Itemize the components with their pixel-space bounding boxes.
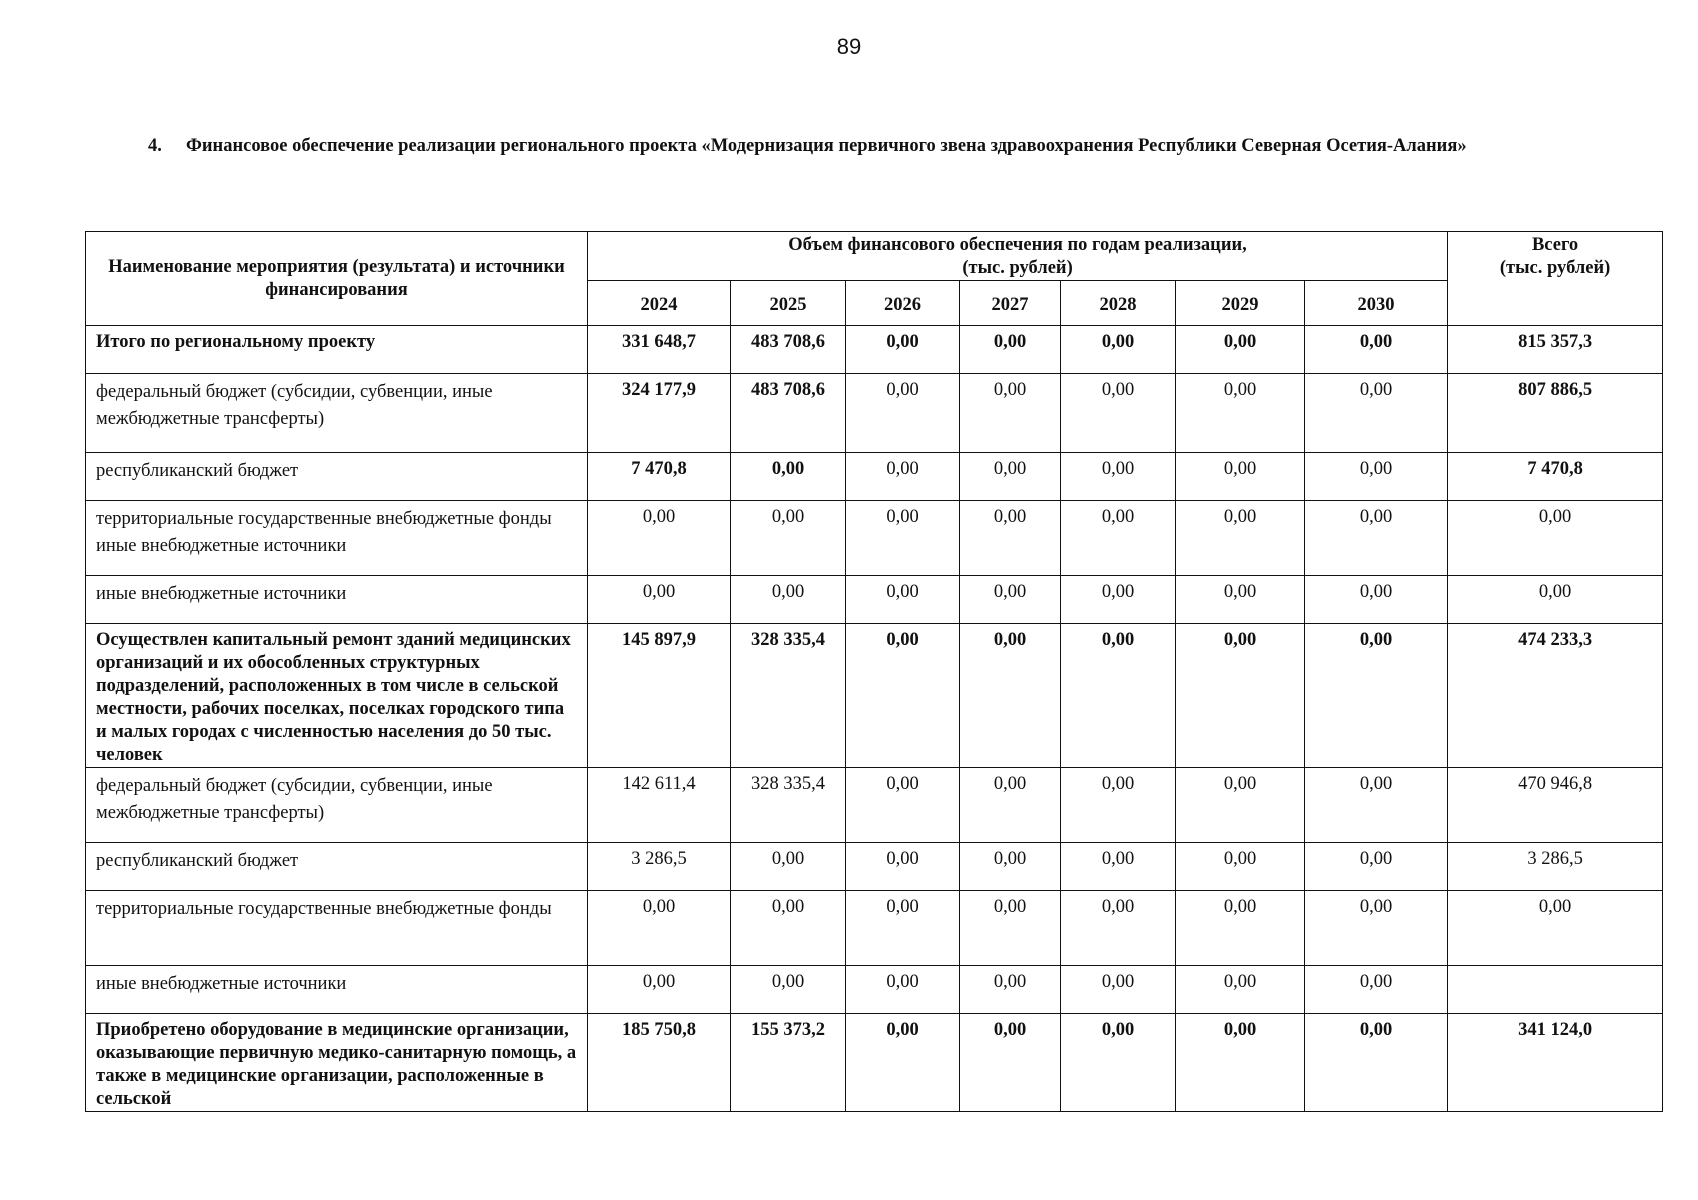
row-value: 0,00 — [960, 768, 1061, 843]
table-row — [86, 576, 1663, 624]
table-row — [86, 501, 1663, 576]
row-value: 0,00 — [960, 966, 1061, 1014]
row-name: республиканский бюджет — [86, 453, 588, 501]
section-title — [148, 136, 1648, 157]
row-value: 0,00 — [846, 768, 960, 843]
row-total: 0,00 — [1448, 501, 1663, 576]
page-number: 89 — [836, 34, 862, 59]
row-value: 0,00 — [1176, 453, 1305, 501]
row-value: 0,00 — [1061, 891, 1176, 966]
row-value: 0,00 — [846, 843, 960, 891]
row-total: 7 470,8 — [1448, 453, 1663, 501]
header-volume-line2: (тыс. рублей) — [962, 258, 1073, 278]
table-row — [86, 843, 1663, 891]
row-value: 3 286,5 — [588, 843, 731, 891]
row-value: 0,00 — [1305, 624, 1448, 768]
row-total: 0,00 — [1448, 891, 1663, 966]
row-value: 328 335,4 — [731, 624, 846, 768]
header-name-col: Наименование мероприятия (результата) и источники финансирования — [86, 232, 588, 326]
row-total: 815 357,3 — [1448, 326, 1663, 374]
row-value: 0,00 — [1061, 576, 1176, 624]
row-value: 0,00 — [731, 453, 846, 501]
row-value: 0,00 — [846, 966, 960, 1014]
row-value: 331 648,7 — [588, 326, 731, 374]
row-value: 0,00 — [731, 843, 846, 891]
row-value: 0,00 — [1176, 768, 1305, 843]
table-row — [86, 624, 1663, 768]
row-value: 0,00 — [846, 374, 960, 453]
row-value: 0,00 — [1176, 624, 1305, 768]
row-value: 483 708,6 — [731, 326, 846, 374]
row-value: 0,00 — [960, 576, 1061, 624]
row-value: 0,00 — [1176, 891, 1305, 966]
row-name: иные внебюджетные источники — [86, 576, 588, 624]
row-total — [1448, 966, 1663, 1014]
row-value: 142 611,4 — [588, 768, 731, 843]
row-value: 7 470,8 — [588, 453, 731, 501]
financing-table — [85, 231, 1663, 1112]
row-value: 328 335,4 — [731, 768, 846, 843]
row-name: Осуществлен капитальный ремонт зданий медицинских организаций и их обособленных структурных подразделений, расположенных в том числе в сельской местности, рабочих поселках, поселках городского типа и малых городах с численностью населения до 50 тыс. человек — [86, 624, 588, 768]
row-value: 0,00 — [1176, 1014, 1305, 1112]
row-name: федеральный бюджет (субсидии, субвенции, иные межбюджетные трансферты) — [86, 768, 588, 843]
row-value: 0,00 — [1061, 624, 1176, 768]
row-value: 0,00 — [731, 576, 846, 624]
header-total-line2: (тыс. рублей) — [1499, 258, 1611, 278]
year-header: 2030 — [1305, 281, 1448, 326]
row-value: 0,00 — [846, 453, 960, 501]
row-name: республиканский бюджет — [86, 843, 588, 891]
row-value: 0,00 — [846, 501, 960, 576]
row-value: 0,00 — [1305, 576, 1448, 624]
row-name: территориальные государственные внебюджетные фонды — [86, 891, 588, 966]
row-value: 0,00 — [588, 966, 731, 1014]
row-value: 0,00 — [846, 891, 960, 966]
header-volume-line1: Объем финансового обеспечения по годам реализации, — [788, 235, 1247, 255]
row-value: 0,00 — [1305, 891, 1448, 966]
table-row — [86, 453, 1663, 501]
table-row — [86, 326, 1663, 374]
table-row — [86, 374, 1663, 453]
row-value: 0,00 — [846, 326, 960, 374]
row-name: территориальные государственные внебюджетные фонды иные внебюджетные источники — [86, 501, 588, 576]
header-total-line1: Всего — [1531, 235, 1579, 255]
row-value: 155 373,2 — [731, 1014, 846, 1112]
row-value: 0,00 — [846, 576, 960, 624]
row-value: 0,00 — [1305, 374, 1448, 453]
row-value: 0,00 — [731, 501, 846, 576]
row-value: 0,00 — [1305, 326, 1448, 374]
row-value: 0,00 — [1061, 374, 1176, 453]
row-value: 0,00 — [731, 966, 846, 1014]
table-row — [86, 966, 1663, 1014]
row-value: 483 708,6 — [731, 374, 846, 453]
row-total: 0,00 — [1448, 576, 1663, 624]
row-value: 185 750,8 — [588, 1014, 731, 1112]
row-value: 0,00 — [1061, 326, 1176, 374]
year-header: 2027 — [960, 281, 1061, 326]
section-number: 4. — [148, 136, 162, 156]
row-total: 470 946,8 — [1448, 768, 1663, 843]
row-value: 0,00 — [1176, 966, 1305, 1014]
row-value: 0,00 — [960, 453, 1061, 501]
row-value: 0,00 — [1305, 501, 1448, 576]
row-value: 0,00 — [1061, 966, 1176, 1014]
row-total: 3 286,5 — [1448, 843, 1663, 891]
row-value: 0,00 — [1176, 374, 1305, 453]
year-header: 2028 — [1061, 281, 1176, 326]
row-name: Приобретено оборудование в медицинские организации, оказывающие первичную медико-санитарную помощь, а также в медицинские организации, расположенные в сельской — [86, 1014, 588, 1112]
row-value: 0,00 — [1176, 326, 1305, 374]
row-value: 0,00 — [1061, 453, 1176, 501]
row-value: 0,00 — [1305, 768, 1448, 843]
year-header: 2029 — [1176, 281, 1305, 326]
row-value: 0,00 — [1305, 843, 1448, 891]
row-value: 324 177,9 — [588, 374, 731, 453]
row-value: 0,00 — [960, 374, 1061, 453]
section-title-text: Финансовое обеспечение реализации регионального проекта «Модернизация первичного звена здравоохранения Республики Северная Осетия-Алания» — [186, 136, 1467, 156]
row-value: 0,00 — [960, 891, 1061, 966]
year-header: 2025 — [731, 281, 846, 326]
row-value: 0,00 — [1305, 1014, 1448, 1112]
year-header: 2026 — [846, 281, 960, 326]
row-value: 0,00 — [1061, 501, 1176, 576]
row-value: 0,00 — [960, 326, 1061, 374]
row-value: 0,00 — [960, 843, 1061, 891]
table-header-row — [86, 232, 1663, 281]
row-value: 0,00 — [588, 576, 731, 624]
row-value: 0,00 — [1305, 966, 1448, 1014]
row-value: 0,00 — [1305, 453, 1448, 501]
table-row — [86, 1014, 1663, 1112]
row-value: 0,00 — [846, 624, 960, 768]
row-value: 0,00 — [1061, 843, 1176, 891]
row-name: иные внебюджетные источники — [86, 966, 588, 1014]
header-total — [1448, 232, 1663, 326]
row-value: 0,00 — [588, 891, 731, 966]
table-row — [86, 891, 1663, 966]
row-value: 0,00 — [1176, 576, 1305, 624]
row-total: 341 124,0 — [1448, 1014, 1663, 1112]
row-value: 0,00 — [731, 891, 846, 966]
row-value: 0,00 — [960, 1014, 1061, 1112]
row-total: 807 886,5 — [1448, 374, 1663, 453]
row-name: Итого по региональному проекту — [86, 326, 588, 374]
table-row — [86, 768, 1663, 843]
row-value: 0,00 — [1176, 843, 1305, 891]
year-header: 2024 — [588, 281, 731, 326]
row-value: 0,00 — [960, 624, 1061, 768]
row-value: 145 897,9 — [588, 624, 731, 768]
row-name: федеральный бюджет (субсидии, субвенции, иные межбюджетные трансферты) — [86, 374, 588, 453]
row-value: 0,00 — [1176, 501, 1305, 576]
row-value: 0,00 — [1061, 768, 1176, 843]
row-value: 0,00 — [1061, 1014, 1176, 1112]
row-value: 0,00 — [588, 501, 731, 576]
row-value: 0,00 — [960, 501, 1061, 576]
row-total: 474 233,3 — [1448, 624, 1663, 768]
row-value: 0,00 — [846, 1014, 960, 1112]
header-volume — [588, 232, 1448, 281]
